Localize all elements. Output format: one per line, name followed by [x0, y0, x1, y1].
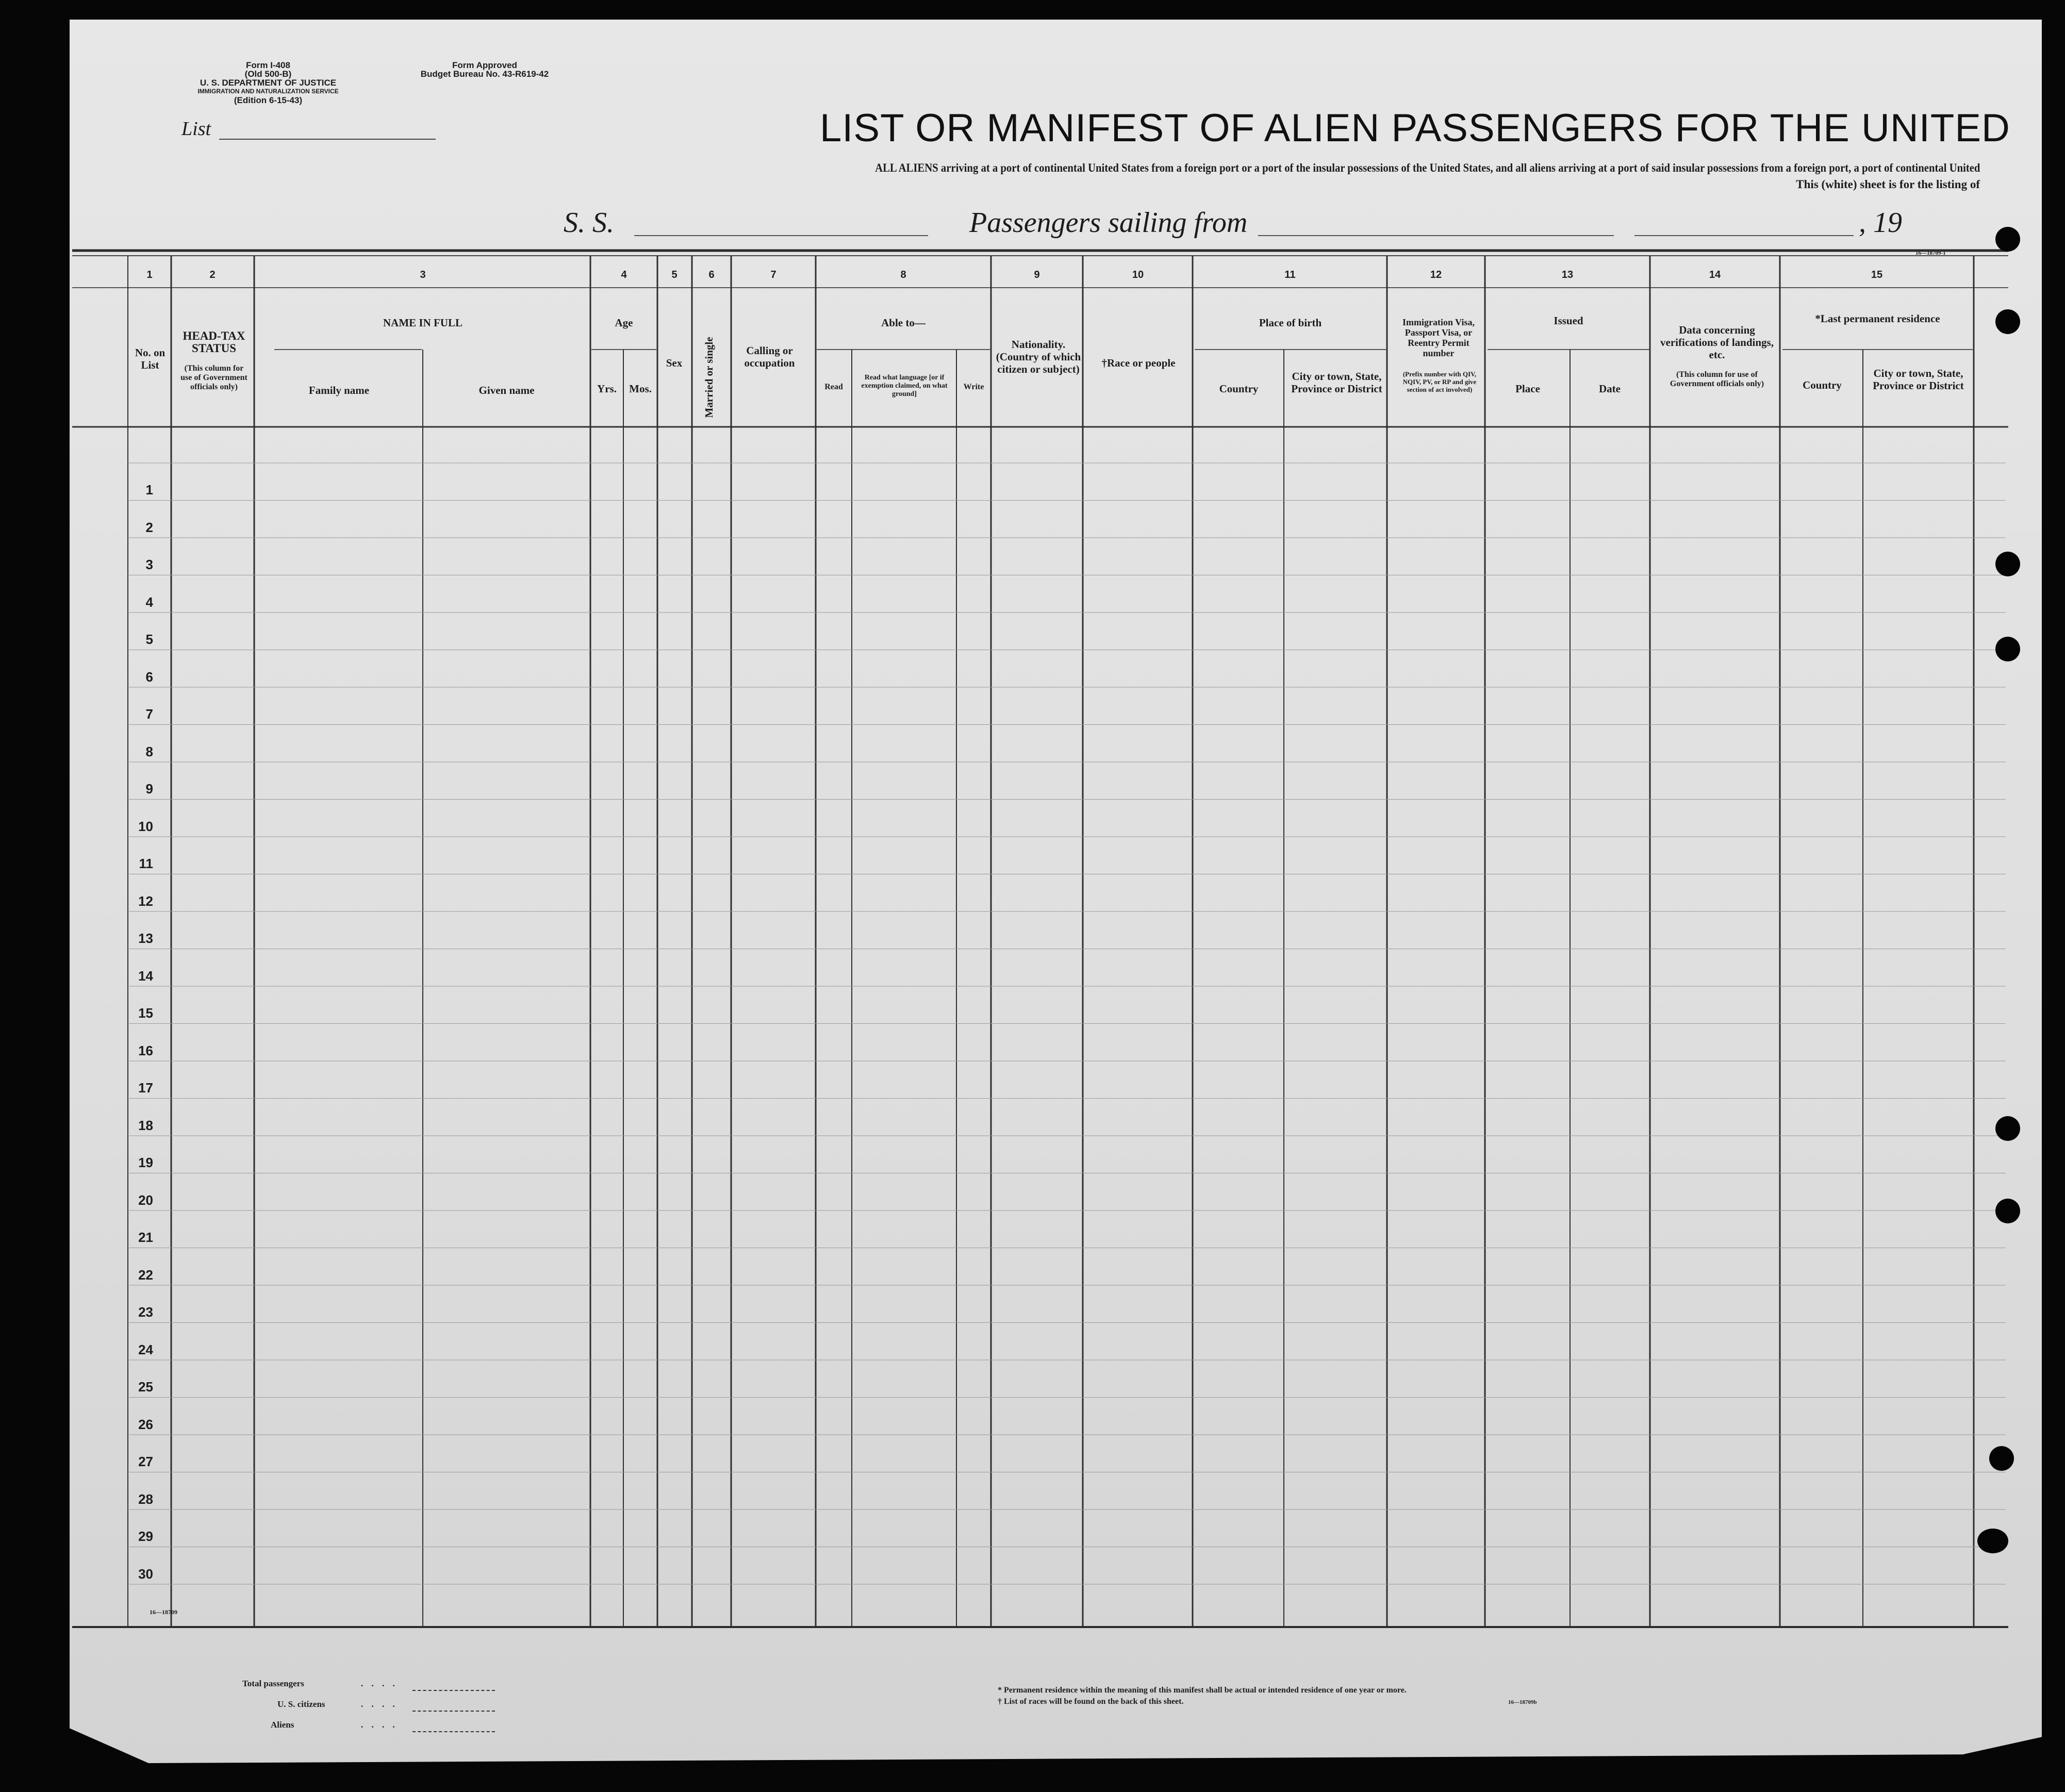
- column-number: 14: [1709, 269, 1721, 280]
- subtitle-line-1: ALL ALIENS arriving at a port of continental United States from a foreign port or a port of the insular possessions of the United States, and all aliens arriving at a port of said insular possessions from a foreign port, a port of continental United: [874, 161, 1980, 174]
- row-number: 16: [138, 1042, 153, 1058]
- row-number: 20: [138, 1192, 153, 1208]
- header-no-on-list: No. on List: [135, 346, 166, 371]
- header-mos: Mos.: [629, 383, 652, 395]
- punch-hole: [1989, 1446, 2014, 1471]
- header-sex: Sex: [666, 357, 683, 369]
- punch-hole: [1995, 309, 2020, 334]
- row-number: 14: [138, 968, 153, 984]
- us-citizens-label: U. S. citizens: [277, 1699, 325, 1709]
- row-number: 23: [138, 1304, 153, 1320]
- column-number: 9: [1034, 269, 1040, 280]
- punch-hole: [1977, 1529, 2008, 1553]
- header-read-language: Read what language [or if exemption claimed, on what ground]: [861, 374, 948, 398]
- department-name: U. S. DEPARTMENT OF JUSTICE: [200, 78, 337, 88]
- punch-hole: [1995, 1116, 2020, 1141]
- row-number: 28: [138, 1491, 153, 1507]
- punch-hole: [1995, 552, 2020, 576]
- row-number: 22: [138, 1267, 153, 1283]
- header-race: †Race or people: [1101, 357, 1176, 369]
- note-permanent-residence: * Permanent residence within the meaning of this manifest shall be actual or intended residence of one year or more.: [998, 1686, 1407, 1695]
- row-number: 25: [138, 1379, 153, 1395]
- row-number: 21: [138, 1230, 153, 1245]
- ss-label: S. S.: [564, 207, 614, 239]
- column-number: 12: [1430, 269, 1442, 280]
- header-verifications-note: (This column for use of Government officials only): [1670, 370, 1764, 388]
- column-number: 11: [1284, 269, 1296, 280]
- total-passengers-label: Total passengers: [242, 1679, 304, 1688]
- header-visa: Immigration Visa, Passport Visa, or Reentry Permit number: [1402, 317, 1475, 358]
- header-name-in-full: NAME IN FULL: [383, 317, 462, 329]
- header-age: Age: [615, 317, 633, 329]
- column-number: 13: [1561, 269, 1574, 280]
- header-given-name: Given name: [478, 384, 535, 396]
- header-family-name: Family name: [308, 384, 370, 396]
- punch-hole: [1995, 227, 2020, 252]
- row-number: 3: [145, 557, 153, 572]
- us-citizens-field[interactable]: [412, 1700, 495, 1712]
- column-number: 5: [671, 269, 678, 280]
- column-number: 1: [146, 269, 153, 280]
- sailing-label: Passengers sailing from: [969, 207, 1248, 239]
- row-number: 9: [145, 781, 153, 797]
- column-number: 6: [708, 269, 715, 280]
- header-head-tax: HEAD-TAX STATUS: [183, 329, 245, 355]
- row-number: 2: [145, 519, 153, 535]
- column-number: 10: [1132, 269, 1144, 280]
- row-number: 26: [138, 1416, 153, 1432]
- header-issued-place: Place: [1515, 383, 1540, 395]
- header-visa-note: (Prefix number with QIV, NQIV, PV, or RP and give section of act involved): [1402, 370, 1477, 393]
- row-number: 6: [145, 669, 153, 685]
- header-yrs: Yrs.: [597, 383, 617, 395]
- header-birth-country: Country: [1219, 383, 1259, 395]
- page-title: LIST OR MANIFEST OF ALIEN PASSENGERS FOR THE UNITED: [820, 106, 2010, 150]
- punch-hole: [1995, 637, 2020, 661]
- row-number: 10: [138, 818, 153, 834]
- header-calling: Calling or occupation: [744, 344, 795, 369]
- form-approved: Form Approved: [452, 60, 517, 70]
- header-married: Married or single: [703, 337, 715, 418]
- header-last-residence: *Last permanent residence: [1815, 312, 1940, 325]
- row-number: 17: [138, 1080, 153, 1096]
- row-number: 4: [145, 594, 153, 610]
- header-head-tax-note: (This column for use of Government officials only): [180, 364, 247, 391]
- column-number: 3: [420, 269, 426, 280]
- column-number: 7: [770, 269, 777, 280]
- us-citizens-dots: . . . .: [361, 1699, 398, 1709]
- punch-hole: [1995, 1199, 2020, 1223]
- header-nationality: Nationality. (Country of which citizen or subject): [996, 338, 1081, 375]
- header-verifications: Data concerning verifications of landings, etc.: [1660, 324, 1774, 361]
- row-number: 27: [138, 1454, 153, 1469]
- subtitle-line-2: This (white) sheet is for the listing of: [1796, 178, 1980, 191]
- row-number: 24: [138, 1341, 153, 1357]
- row-number: 11: [139, 856, 153, 871]
- row-number: 12: [138, 893, 153, 909]
- list-label: List: [181, 118, 211, 140]
- budget-number: Budget Bureau No. 43-R619-42: [420, 69, 549, 79]
- header-issued-date: Date: [1599, 383, 1621, 395]
- corner-code: 16—18709-1: [1915, 250, 1946, 256]
- header-able-to: Able to—: [881, 317, 926, 329]
- column-number: 4: [621, 269, 627, 280]
- row-number: 18: [138, 1117, 153, 1133]
- column-number: 15: [1871, 269, 1883, 280]
- row-number: 19: [138, 1155, 153, 1170]
- note-races: † List of races will be found on the back of this sheet.: [998, 1697, 1184, 1706]
- year-label: , 19: [1859, 207, 1902, 239]
- header-issued: Issued: [1554, 314, 1583, 327]
- row-number: 15: [138, 1005, 153, 1021]
- header-res-city: City or town, State, Province or District: [1873, 367, 1964, 392]
- header-res-country: Country: [1803, 379, 1842, 391]
- row-number: 7: [145, 706, 153, 722]
- total-passengers-field[interactable]: [412, 1680, 495, 1691]
- header-write: Write: [963, 383, 984, 391]
- row-number: 5: [145, 632, 153, 647]
- form-old-number: (Old 500-B): [244, 69, 292, 79]
- form-number: Form I-408: [246, 60, 290, 70]
- aliens-field[interactable]: [412, 1721, 495, 1732]
- total-passengers-dots: . . . .: [361, 1679, 398, 1688]
- row-number: 8: [145, 743, 153, 759]
- header-place-of-birth: Place of birth: [1259, 317, 1322, 329]
- column-number: 2: [209, 269, 216, 280]
- note-code: 16—18709b: [1508, 1699, 1537, 1705]
- header-read: Read: [824, 383, 843, 391]
- row-number: 30: [138, 1566, 153, 1582]
- row-number: 1: [145, 482, 153, 497]
- row-number: 29: [138, 1529, 153, 1544]
- aliens-label: Aliens: [271, 1720, 294, 1730]
- header-birth-city: City or town, State, Province or District: [1291, 370, 1382, 395]
- row-number: 13: [138, 931, 153, 946]
- aliens-dots: . . . .: [361, 1720, 398, 1730]
- form-edition: (Edition 6-15-43): [234, 95, 303, 105]
- bottom-code: 16—18709: [150, 1608, 177, 1616]
- column-number: 8: [900, 269, 906, 280]
- service-name: IMMIGRATION AND NATURALIZATION SERVICE: [197, 88, 339, 95]
